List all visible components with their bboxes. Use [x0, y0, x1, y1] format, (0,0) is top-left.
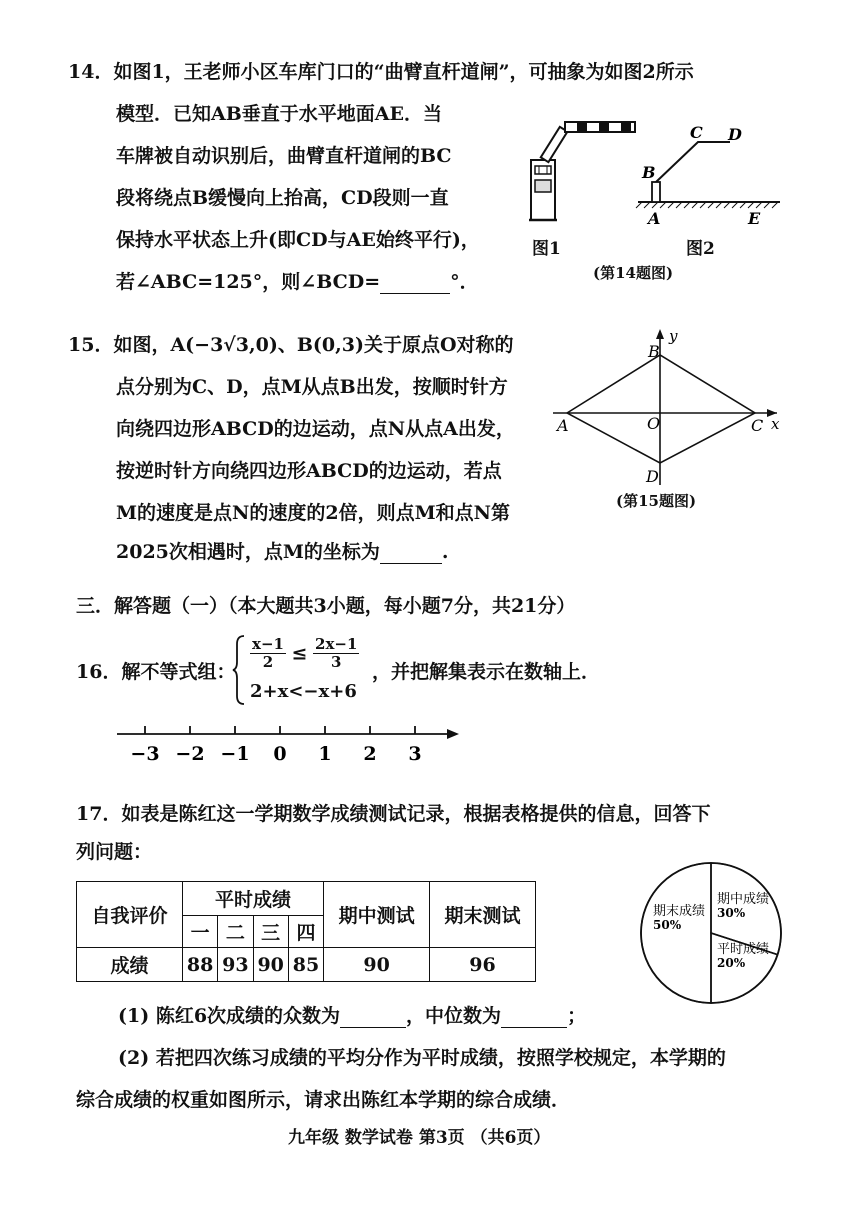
q14-figure1-barrier-gate [515, 110, 640, 230]
table-cell-regular-1: 88 [182, 948, 217, 982]
pie-slice-percent: 20% [717, 956, 746, 970]
q17-sub2-line2: 综合成绩的权重如图所示，请求出陈红本学期的综合成绩． [76, 1089, 571, 1111]
q14-label-c: C [690, 123, 703, 142]
number-line-tick-label: −2 [175, 743, 205, 765]
table-cell-regular-2: 93 [218, 948, 253, 982]
number-line-tick-label: 2 [363, 743, 377, 765]
table-header-final: 期末测试 [430, 882, 536, 948]
q15-figure-caption: (第15题图) [616, 492, 697, 510]
pie-slice-percent: 50% [653, 918, 682, 932]
table-cell-final: 96 [430, 948, 536, 982]
number-line-tick-label: −3 [130, 743, 160, 765]
number-line-tick-label: −1 [220, 743, 250, 765]
q17-mode-blank[interactable] [340, 1007, 406, 1028]
q14-label-d: D [728, 125, 742, 144]
q17-median-blank[interactable] [501, 1007, 567, 1028]
q15-label-c: C [751, 416, 764, 435]
table-header-regular: 平时成绩 [182, 882, 323, 916]
table-header-self-eval: 自我评价 [77, 882, 183, 948]
q14-label-b: B [642, 163, 656, 182]
number-line-tick-label: 0 [273, 743, 287, 765]
q15-line1: 15．如图，A(−3√3,0)、B(0,3)关于原点O对称的 [68, 334, 514, 356]
q16-number-line[interactable] [115, 720, 465, 768]
q14-line2: 模型．已知AB垂直于水平地面AE．当 [116, 103, 443, 125]
q17-sub1-end: ； [567, 1005, 587, 1027]
q15-label-y: y [669, 327, 678, 345]
q15-answer-blank[interactable] [380, 543, 442, 564]
q17-sub2-line1: (2) 若把四次练习成绩的平均分作为平时成绩，按照学校规定，本学期的 [118, 1047, 726, 1069]
q15-period: . [441, 541, 449, 563]
number-line-tick-label: 1 [318, 743, 332, 765]
table-cell-midterm: 90 [324, 948, 430, 982]
table-row-label: 成绩 [77, 948, 183, 982]
q17-sub1-median-text: ，中位数为 [406, 1005, 502, 1027]
q15-line6 [116, 540, 449, 564]
q17-score-table [76, 881, 536, 982]
q15-label-d: D [646, 467, 659, 486]
q17-sub1-mode-text: (1) 陈红6次成绩的众数为 [118, 1005, 341, 1027]
pie-slice-label: 期中成绩 [717, 892, 770, 907]
pie-slice-percent: 30% [717, 906, 746, 920]
q14-line3: 车牌被自动识别后，曲臂直杆道闸的BC [116, 145, 452, 167]
q14-line1: 14．如图1，王老师小区车库门口的“曲臂直杆道闸”，可抽象为如图2所示 [68, 61, 694, 83]
q15-line4: 按逆时针方向绕四边形ABCD的边运动，若点 [116, 460, 502, 482]
q16-ineq1-right-fraction: $\frac{2x-1}{3}$ [315, 635, 358, 671]
table-header-midterm: 期中测试 [324, 882, 430, 948]
table-subheader-3: 三 [253, 916, 288, 948]
q14-line6 [116, 270, 479, 294]
q16-ineq1-operator: ≤ [291, 642, 308, 665]
q14-answer-blank[interactable] [380, 273, 450, 294]
table-subheader-2: 二 [218, 916, 253, 948]
q14-line4: 段将绕点B缓慢向上抬高，CD段则一直 [116, 187, 449, 209]
q16-inequality-2: 2+x<−x+6 [250, 681, 357, 702]
q14-fig1-caption: 图1 [532, 239, 561, 259]
table-subheader-4: 四 [288, 916, 323, 948]
q15-label-a: A [557, 416, 569, 435]
q14-label-e: E [748, 209, 761, 228]
q15-figure-rhombus [545, 325, 785, 495]
q14-figure-caption: (第14题图) [593, 264, 674, 282]
q16-brace [232, 634, 246, 706]
q17-line1: 17．如表是陈红这一学期数学成绩测试记录，根据表格提供的信息，回答下 [76, 803, 711, 825]
q14-degree-suffix: °． [450, 271, 479, 293]
q14-question-text: 若∠ABC=125°，则∠BCD= [116, 271, 381, 293]
number-line-tick-label: 3 [408, 743, 422, 765]
q15-label-x: x [771, 415, 780, 433]
q14-label-a: A [648, 209, 661, 228]
page-footer: 九年级 数学试卷 第3页 （共6页） [288, 1128, 551, 1148]
table-subheader-1: 一 [182, 916, 217, 948]
q17-pie-chart [636, 858, 786, 1008]
q15-line5: M的速度是点N的速度的2倍，则点M和点N第 [116, 502, 511, 524]
table-cell-regular-3: 90 [253, 948, 288, 982]
q16-prefix: 16．解不等式组： [76, 661, 236, 683]
q15-question-text: 2025次相遇时，点M的坐标为 [116, 541, 380, 563]
section3-title: 三．解答题（一）（本大题共3小题，每小题7分，共21分） [76, 595, 576, 617]
q14-line5: 保持水平状态上升(即CD与AE始终平行)， [116, 229, 480, 251]
q16-suffix: ，并把解集表示在数轴上． [372, 661, 601, 683]
table-row [77, 948, 536, 982]
q14-fig2-caption: 图2 [686, 239, 715, 259]
q14-figure2-model [630, 120, 785, 230]
q17-line2: 列问题： [76, 841, 153, 863]
pie-slice-label: 期末成绩 [653, 904, 706, 919]
table-cell-regular-4: 85 [288, 948, 323, 982]
q17-sub1 [118, 1004, 586, 1028]
pie-slice-label: 平时成绩 [717, 942, 770, 957]
q16-ineq1-left-fraction: $\frac{x-1}{2}$ [252, 635, 284, 671]
q15-label-b: B [648, 342, 660, 361]
q16-inequality-1 [250, 636, 359, 671]
q15-label-o: O [647, 414, 661, 433]
q15-line3: 向绕四边形ABCD的边运动，点N从点A出发， [116, 418, 515, 440]
q15-line2: 点分别为C、D，点M从点B出发，按顺时针方 [116, 376, 508, 398]
